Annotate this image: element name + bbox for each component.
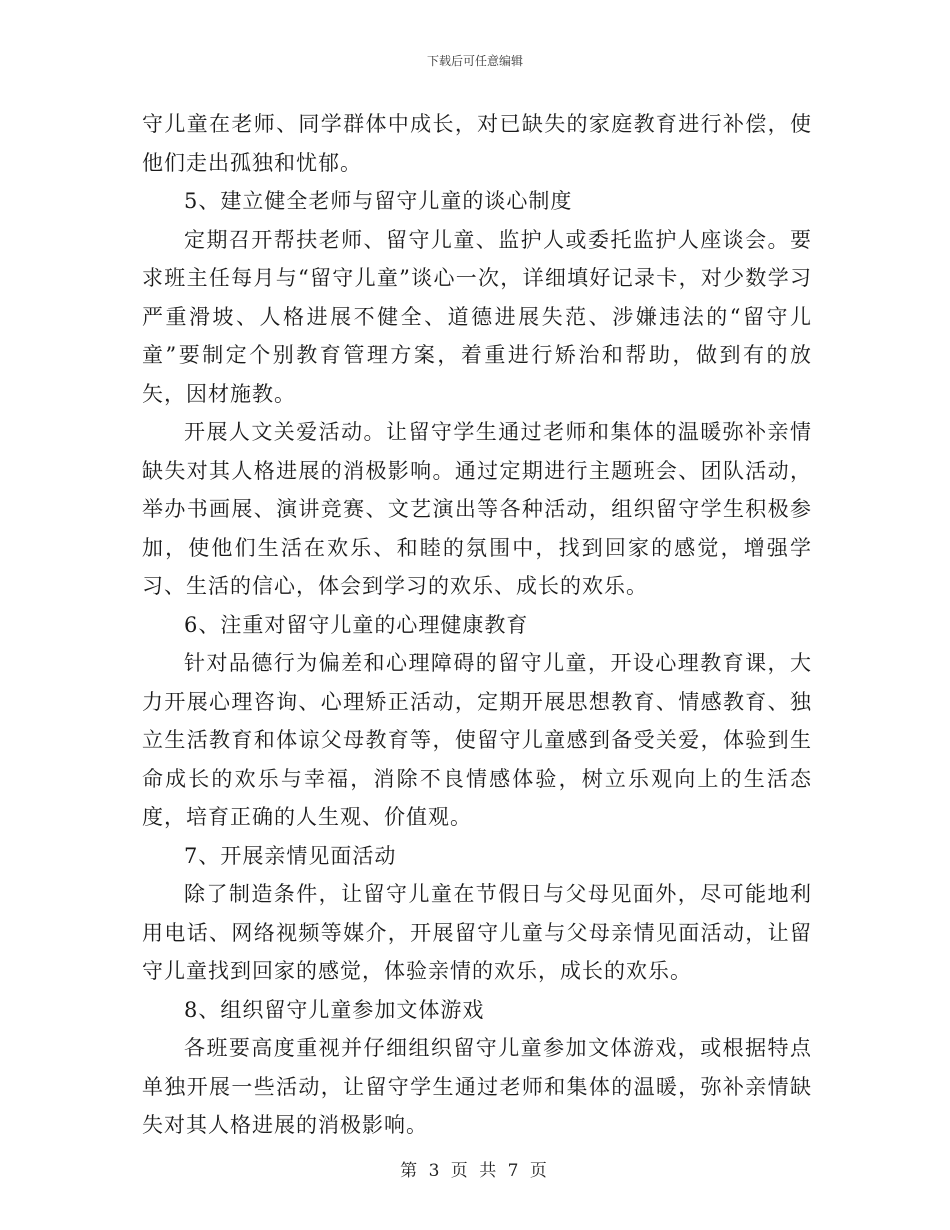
paragraph: 除了制造条件，让留守儿童在节假日与父母见面外，尽可能地利用电话、网络视频等媒介，开展留守儿童与父母亲情见面活动，让留守儿童找到回家的感觉，体验亲情的欢乐，成长的欢乐。 xyxy=(142,882,812,983)
section-heading-8: 8、组织留守儿童参加文体游戏 xyxy=(184,997,485,1022)
section-heading-6: 6、注重对留守儿童的心理健康教育 xyxy=(184,612,529,637)
document-body xyxy=(142,105,812,1145)
page-number-footer: 第 3 页 共 7 页 xyxy=(400,1161,550,1181)
paragraph: 开展人文关爱活动。让留守学生通过老师和集体的温暖弥补亲情缺失对其人格进展的消极影响。通过定期进行主题班会、团队活动，举办书画展、演讲竞赛、文艺演出等各种活动，组织留守学生积极参加，使他们生活在欢乐、和睦的氛围中，找到回家的感觉，增强学习、生活的信心，体会到学习的欢乐、成长的欢乐。 xyxy=(142,420,812,598)
paragraph: 各班要高度重视并仔细组织留守儿童参加文体游戏，或根据特点单独开展一些活动，让留守学生通过老师和集体的温暖，弥补亲情缺失对其人格进展的消极影响。 xyxy=(142,1036,812,1137)
paragraph: 针对品德行为偏差和心理障碍的留守儿童，开设心理教育课，大力开展心理咨询、心理矫正活动，定期开展思想教育、情感教育、独立生活教育和体谅父母教育等，使留守儿童感到备受关爱，体验到生命成长的欢乐与幸福，消除不良情感体验，树立乐观向上的生活态度，培育正确的人生观、价值观。 xyxy=(142,651,812,829)
section-heading-5: 5、建立健全老师与留守儿童的谈心制度 xyxy=(184,189,573,213)
paragraph: 定期召开帮扶老师、留守儿童、监护人或委托监护人座谈会。要求班主任每月与“留守儿童”谈心一次，详细填好记录卡，对少数学习严重滑坡、人格进展不健全、道德进展失范、涉嫌违法的“留守儿童”要制定个别教育管理方案，着重进行矫治和帮助，做到有的放矢，因材施教。 xyxy=(142,227,812,406)
paragraph-continuation: 守儿童在老师、同学群体中成长，对已缺失的家庭教育进行补偿，使他们走出孤独和忧郁。 xyxy=(142,112,812,175)
section-heading-7: 7、开展亲情见面活动 xyxy=(184,843,397,868)
page-header: 下载后可任意编辑 xyxy=(426,54,523,68)
